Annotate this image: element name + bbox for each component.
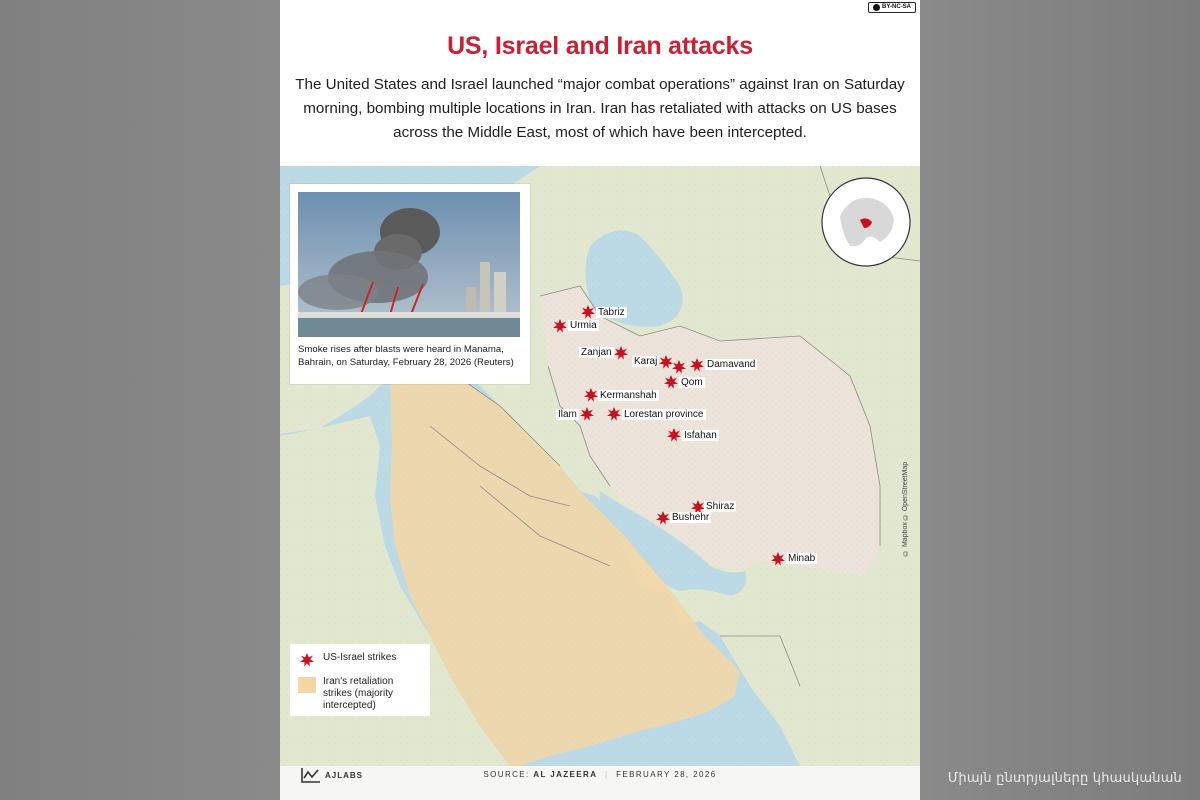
city-label-lorestan: Lorestan province xyxy=(624,409,704,420)
city-label-shiraz: Shiraz xyxy=(706,501,735,512)
strike-marker-isfahan xyxy=(667,428,681,442)
license-text: BY-NC-SA xyxy=(881,4,911,10)
page-subtitle: The United States and Israel launched “major combat operations” against Iran on Saturday morning, bombing multiple locations in Iran. Iran has retaliated with attacks on US bases across the Middle East, most of which have been intercepted. xyxy=(295,76,905,141)
legend-item-strikes xyxy=(298,652,422,668)
legend-label-strikes: US-Israel strikes xyxy=(323,652,397,663)
strike-marker-zanjan xyxy=(614,346,628,360)
city-label-isfahan: Isfahan xyxy=(684,430,717,441)
city-label-zanjan: Zanjan xyxy=(581,347,612,358)
city-label-urmia: Urmia xyxy=(570,320,597,331)
city-label-kermanshah: Kermanshah xyxy=(600,390,657,401)
infographic-card xyxy=(280,0,920,800)
strike-marker-karaj xyxy=(659,355,673,369)
strike-marker-damavand xyxy=(690,358,704,372)
map xyxy=(280,166,920,766)
creative-commons-icon xyxy=(873,4,880,11)
bottom-caption: Միայն ընտրյալները կհասկանան xyxy=(947,771,1182,786)
source-line xyxy=(280,770,920,779)
city-label-bushehr: Bushehr xyxy=(672,512,710,523)
strike-marker-qom xyxy=(664,375,678,389)
source-date: FEBRUARY 28, 2026 xyxy=(616,770,717,779)
strike-marker-minab xyxy=(771,552,785,566)
source-label: SOURCE: xyxy=(483,770,530,779)
city-label-karaj: Karaj xyxy=(634,356,658,367)
license-badge xyxy=(868,2,916,13)
left-background xyxy=(0,0,280,800)
strike-marker-ilam xyxy=(580,407,594,421)
city-label-ilam: Ilam xyxy=(558,409,577,420)
city-label-qom: Qom xyxy=(681,377,703,388)
city-label-tabriz: Tabriz xyxy=(598,307,625,318)
retaliation-swatch xyxy=(298,677,316,693)
source-name: AL JAZEERA xyxy=(533,770,598,779)
city-label-minab: Minab xyxy=(788,553,816,564)
right-background xyxy=(920,0,1200,800)
strike-marker-tabriz xyxy=(581,305,595,319)
strike-marker-lorestan xyxy=(607,407,621,421)
photo-caption: Smoke rises after blasts were heard in Manama, Bahrain, on Saturday, February 28, 2026 (Reuters) xyxy=(298,344,514,368)
legend-item-retaliation xyxy=(298,676,422,712)
map-credit: © Mapbox © OpenStreetMap xyxy=(902,461,909,556)
strike-marker-bushehr xyxy=(656,511,670,525)
strike-star-icon xyxy=(298,652,316,668)
logo-text: AJLABS xyxy=(325,770,364,780)
strike-marker-urmia xyxy=(553,319,567,333)
city-label-damavand: Damavand xyxy=(707,359,756,370)
strike-marker-kermanshah xyxy=(584,388,598,402)
page-title: US, Israel and Iran attacks xyxy=(447,32,753,60)
legend xyxy=(290,644,430,716)
legend-label-retaliation: Iran's retaliation strikes (majority intercepted) xyxy=(323,676,394,711)
strike-marker-tehran xyxy=(672,360,686,374)
footer xyxy=(280,766,920,800)
source-separator: | xyxy=(605,770,609,779)
header xyxy=(280,0,920,166)
